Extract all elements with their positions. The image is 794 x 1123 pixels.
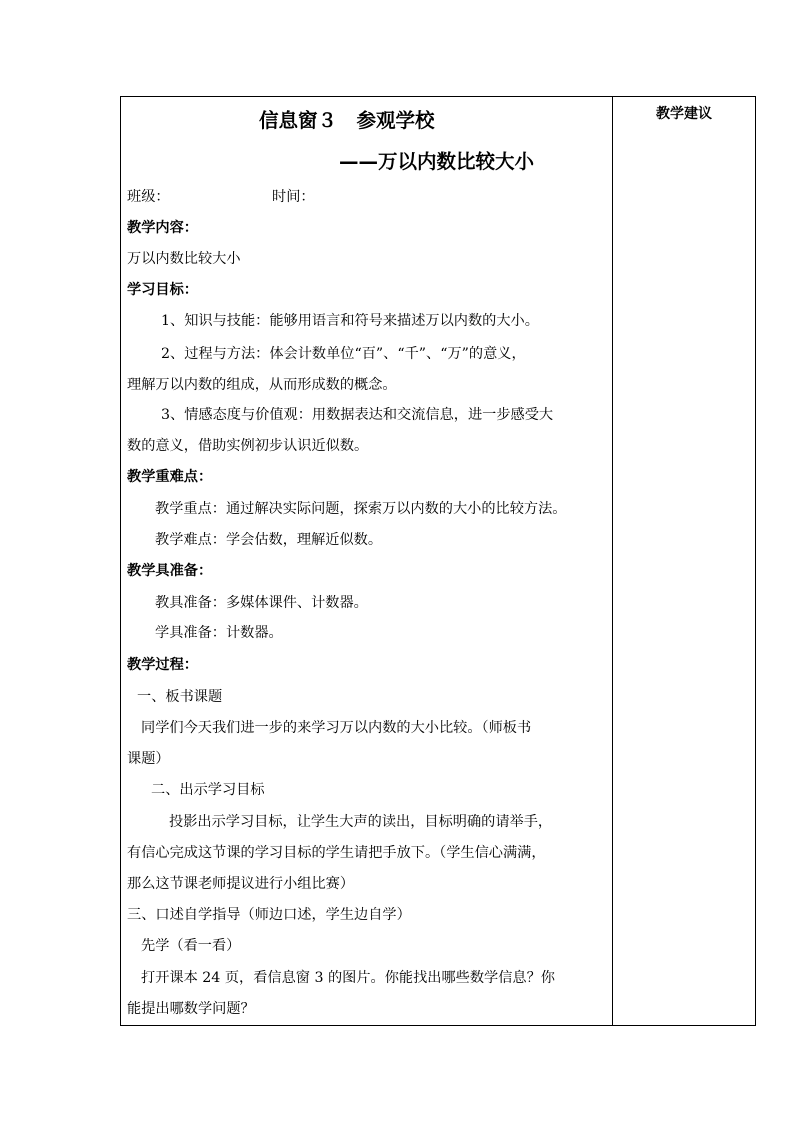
step-3-subtitle: 先学（看一看）	[141, 938, 241, 954]
step-1-text-line-1: 同学们今天我们进一步的来学习万以内数的大小比较。（师板书	[141, 720, 532, 736]
goal-1: 1、知识与技能：能够用语言和符号来描述万以内数的大小。	[161, 313, 539, 329]
step-1-title: 一、板书课题	[137, 689, 223, 705]
class-label: 班级：	[127, 189, 170, 205]
student-prep: 学具准备：计数器。	[155, 625, 283, 641]
goal-3-line-2: 数的意义，借助实例初步认识近似数。	[127, 438, 369, 454]
step-2-text-line-2: 有信心完成这节课的学习目标的学生请把手放下。（学生信心满满，	[127, 845, 546, 861]
lesson-title: 信息窗３ 参观学校	[259, 109, 435, 132]
lesson-plan-table	[120, 96, 756, 1026]
difficulty-text: 教学难点：学会估数，理解近似数。	[155, 532, 383, 548]
content-text: 万以内数比较大小	[127, 251, 241, 267]
column-divider	[612, 97, 613, 1025]
process-heading: 教学过程：	[127, 657, 198, 673]
step-3-text-line-2: 能提出哪数学问题？	[127, 1001, 255, 1017]
step-2-text-line-1: 投影出示学习目标，让学生大声的读出，目标明确的请举手，	[169, 814, 553, 830]
goal-2-line-1: 2、过程与方法：体会计数单位“百”、“千”、“万”的意义，	[161, 346, 526, 362]
suggestion-column-header: 教学建议	[656, 106, 712, 122]
lesson-subtitle: ——万以内数比较大小	[339, 150, 535, 173]
step-2-text-line-3: 那么这节课老师提议进行小组比赛）	[127, 876, 355, 892]
keypoints-heading: 教学重难点：	[127, 469, 213, 485]
content-heading: 教学内容：	[127, 220, 198, 236]
goal-2-line-2: 理解万以内数的组成，从而形成数的概念。	[127, 377, 397, 393]
teacher-prep: 教具准备：多媒体课件、计数器。	[155, 595, 368, 611]
step-2-title: 二、出示学习目标	[151, 782, 265, 798]
goal-3-line-1: 3、情感态度与价值观：用数据表达和交流信息，进一步感受大	[161, 407, 554, 423]
step-3-text-line-1: 打开课本 24 页，看信息窗 3 的图片。你能找出哪些数学信息？你	[141, 970, 555, 986]
prep-heading: 教学具准备：	[127, 563, 213, 579]
goals-heading: 学习目标：	[127, 282, 198, 298]
time-label: 时间：	[272, 189, 315, 205]
keypoint-text: 教学重点：通过解决实际问题，探索万以内数的大小的比较方法。	[155, 501, 567, 517]
step-1-text-line-2: 课题）	[127, 751, 170, 767]
step-3-title: 三、口述自学指导（师边口述，学生边自学）	[127, 907, 411, 923]
